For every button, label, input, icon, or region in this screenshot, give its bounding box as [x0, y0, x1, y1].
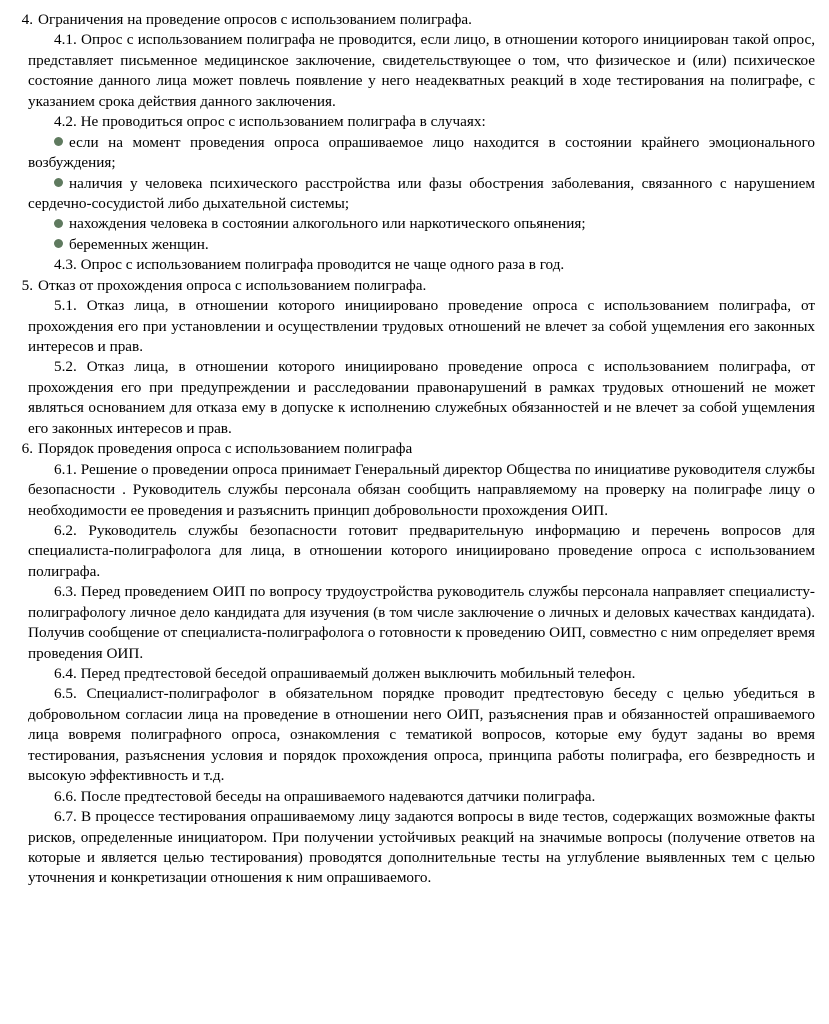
clause-title: Порядок проведения опроса с использованием полиграфа	[38, 440, 413, 458]
sub-paragraph: 4.1. Опрос с использованием полиграфа не проводится, если лицо, в отношении которого инициирован такой опрос, представляет письменное медицинское заключение, свидетельствующее о том, что физическое и (или) психическое состояние данного лица может повлечь появление у него неадекватных реакций в ходе тестирования на полиграфе, с указанием срока действия данного заключения.	[28, 31, 815, 110]
clause-title: Отказ от прохождения опроса с использованием полиграфа.	[38, 276, 427, 294]
list-item-label: наличия у человека психического расстройства или фазы обострения заболевания, связанного с нарушением сердечно-сосудистой либо дыхательной системы;	[28, 174, 815, 212]
list-item-label: беременных женщин.	[69, 235, 209, 253]
sub-paragraph: 6.5. Специалист-полиграфолог в обязательном порядке проводит предтестовую беседу с целью убедиться в добровольном согласии лица на проведение в отношении него ОИП, разъяснения прав и обязанностей опрашиваемого лица вовремя полиграфного опроса, ознакомления с тематикой вопросов, которые ему будут заданы во время тестирования, разъяснения условия и порядок прохождения опроса, принципа работы полиграфа, его безвредность и высокую эффективность и т.д.	[28, 685, 815, 785]
sub-paragraph: 6.3. Перед проведением ОИП по вопросу трудоустройства руководитель службы персонала направляет специалисту-полиграфологу личное дело кандидата для изучения (в том числе заключение о личных и деловых качествах кандидата). Получив сообщение от специалиста-полиграфолога о готовности к проведению ОИП, совместно с ним определяет время проведения ОИП.	[28, 583, 815, 662]
list-item-label: нахождения человека в состоянии алкогольного или наркотического опьянения;	[69, 215, 586, 233]
clause-number: 5.	[21, 276, 33, 294]
sub-paragraph: 6.7. В процессе тестирования опрашиваемому лицу задаются вопросы в виде тестов, содержащих возможные факты рисков, определенные инициатором. При получении устойчивых реакций на значимые вопросы (получение ответов на которые и является целью тестирования) проводятся дополнительные тесты на углубление выявленных тем с целью уточнения и конкретизации отношения к ним опрашиваемого.	[28, 808, 815, 887]
sub-paragraph: 4.2. Не проводиться опрос с использованием полиграфа в случаях:	[54, 113, 486, 131]
sub-paragraph: 6.2. Руководитель службы безопасности готовит предварительную информацию и перечень вопросов для специалиста-полиграфолога для лица, в отношении которого инициировано проведение опроса с использованием полиграфа.	[28, 521, 815, 580]
clause-heading	[14, 10, 815, 30]
sub-paragraph: 6.4. Перед предтестовой беседой опрашиваемый должен выключить мобильный телефон.	[54, 665, 636, 682]
list-item	[14, 174, 815, 215]
bullet-dot-icon	[54, 178, 63, 187]
sub-paragraph: 6.1. Решение о проведении опроса принимает Генеральный директор Общества по инициативе руководителя службы безопасности . Руководитель службы персонала обязан сообщить направляемому на проверку на полиграфе лицу о необходимости ее проведения и разъяснить принцип добровольности прохождения ОИП.	[28, 460, 815, 519]
document-body	[14, 10, 815, 889]
bullet-dot-icon	[54, 239, 63, 248]
clause-number: 6.	[21, 440, 33, 458]
sub-paragraph: 6.6. После предтестовой беседы на опрашиваемого надеваются датчики полиграфа.	[54, 787, 596, 805]
list-item	[14, 235, 815, 255]
list-item	[14, 214, 815, 234]
clause-number: 4.	[21, 11, 33, 28]
bullet-dot-icon	[54, 137, 63, 146]
sub-paragraph: 4.3. Опрос с использованием полиграфа проводится не чаще одного раза в год.	[54, 256, 565, 274]
clause-heading	[14, 276, 815, 296]
clause-heading	[14, 439, 815, 459]
list-item-label: если на момент проведения опроса опрашиваемое лицо находится в состоянии крайнего эмоционального возбуждения;	[28, 133, 815, 172]
list-item	[14, 133, 815, 174]
clause-title: Ограничения на проведение опросов с использованием полиграфа.	[38, 11, 472, 28]
sub-paragraph: 5.2. Отказ лица, в отношении которого инициировано проведение опроса с использованием полиграфа, от прохождения его при предупреждении и расследовании правонарушений в рамках трудовых отношений не может являться основанием для отказа ему в допуске к исполнению служебных обязанностей и не влечет за собой ущемления его законных интересов и прав.	[28, 358, 815, 437]
bullet-dot-icon	[54, 219, 63, 228]
sub-paragraph: 5.1. Отказ лица, в отношении которого инициировано проведение опроса с использованием полиграфа, от прохождения его при установлении и осуществлении трудовых отношений не влечет за собой ущемления его законных интересов и прав.	[28, 297, 815, 355]
